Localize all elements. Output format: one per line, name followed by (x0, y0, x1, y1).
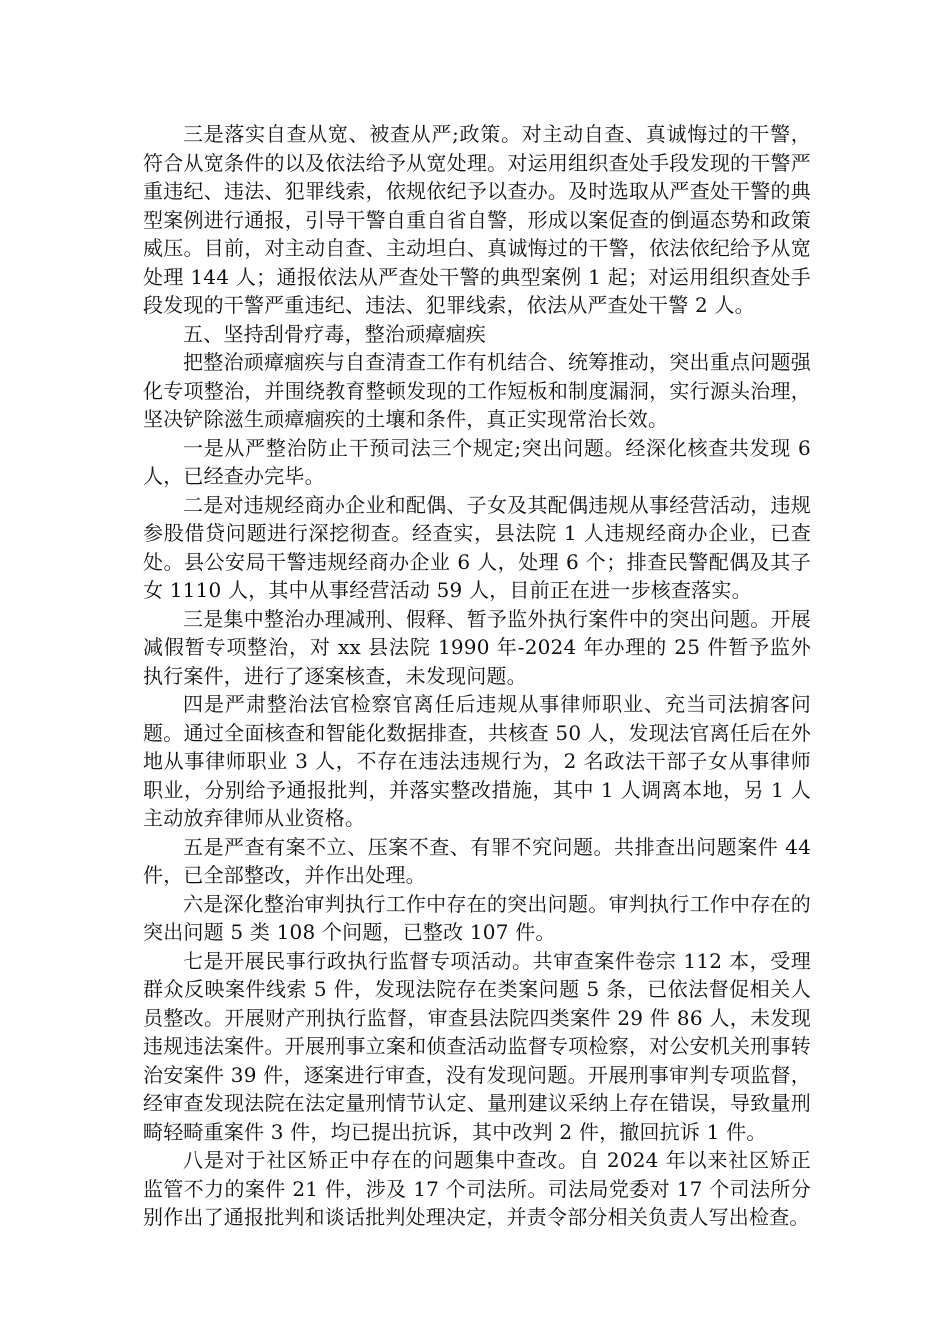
paragraph-item-three: 三是集中整治办理减刑、假释、暂予监外执行案件中的突出问题。开展减假暂专项整治，对 xx 县法院 1990 年-2024 年办理的 25 件暂予监外执行案件，进行了逐案核查，未发现问题。 (143, 606, 811, 688)
paragraph-item-eight: 八是对于社区矫正中存在的问题集中查改。自 2024 年以来社区矫正监管不力的案件 21 件，涉及 17 个司法所。司法局党委对 17 个司法所分别作出了通报批判和谈话批判处理决定，并责令部分相关负责人写出检查。 (143, 1148, 811, 1229)
paragraph-item-two: 二是对违规经商办企业和配偶、子女及其配偶违规从事经营活动，违规参股借贷问题进行深挖彻查。经查实，县法院 1 人违规经商办企业，已查处。县公安局干警违规经商办企业 6 人，处理 6 个；排查民警配偶及其子女 1110 人，其中从事经营活动 59 人，目前正在进一步核查落实。 (143, 492, 811, 602)
paragraph-item-four: 四是严肃整治法官检察官离任后违规从事律师职业、充当司法掮客问题。通过全面核查和智能化数据排查，共核查 50 人，发现法官离任后在外地从事律师职业 3 人，不存在违法违规行为，2 名政法干部子女从事律师职业，分别给予通报批判，并落实整改措施，其中 1 人调离本地，另 1 人主动放弃律师从业资格。 (143, 692, 811, 830)
paragraph-item-one: 一是从严整治防止干预司法三个规定;突出问题。经深化核查共发现 6 人，已经查办完毕。 (143, 435, 811, 488)
paragraph-section-intro: 把整治顽瘴痼疾与自查清查工作有机结合、统筹推动，突出重点问题强化专项整治，并围绕教育整顿发现的工作短板和制度漏洞，实行源头治理，坚决铲除滋生顽瘴痼疾的土壤和条件，真正实现常治长效。 (143, 350, 811, 431)
paragraph-item-six: 六是深化整治审判执行工作中存在的突出问题。审判执行工作中存在的突出问题 5 类 108 个问题，已整改 107 件。 (143, 891, 811, 944)
document-body (143, 120, 811, 1232)
paragraph-item-seven: 七是开展民事行政执行监督专项活动。共审查案件卷宗 112 本，受理群众反映案件线索 5 件，发现法院存在类案问题 5 条，已依法督促相关人员整改。开展财产刑执行监督，审查县法院四类案件 29 件 86 人，未发现违规违法案件。开展刑事立案和侦查活动监督专项检察，对公安机关刑事转治安案件 39 件，逐案进行审查，没有发现问题。开展刑事审判专项监督，经审查发现法院在法定量刑情节认定、量刑建议采纳上存在错误，导致量刑畸轻畸重案件 3 件，均已提出抗诉，其中改判 2 件，撤回抗诉 1 件。 (143, 948, 811, 1144)
paragraph-leniency-policy: 三是落实自查从宽、被查从严;政策。对主动自查、真诚悔过的干警，符合从宽条件的以及依法给予从宽处理。对运用组织查处手段发现的干警严重违纪、违法、犯罪线索，依规依纪予以查办。及时选取从严查处干警的典型案例进行通报，引导干警自重自省自警，形成以案促查的倒逼态势和政策威压。目前，对主动自查、主动坦白、真诚悔过的干警，依法依纪给予从宽处理 144 人；通报依法从严查处干警的典型案例 1 起；对运用组织查处手段发现的干警严重违纪、违法、犯罪线索，依法从严查处干警 2 人。 (143, 122, 811, 317)
section-heading-five: 五、坚持刮骨疗毒，整治顽瘴痼疾 (183, 321, 486, 346)
paragraph-item-five: 五是严查有案不立、压案不查、有罪不究问题。共排查出问题案件 44 件，已全部整改，并作出处理。 (143, 834, 811, 887)
